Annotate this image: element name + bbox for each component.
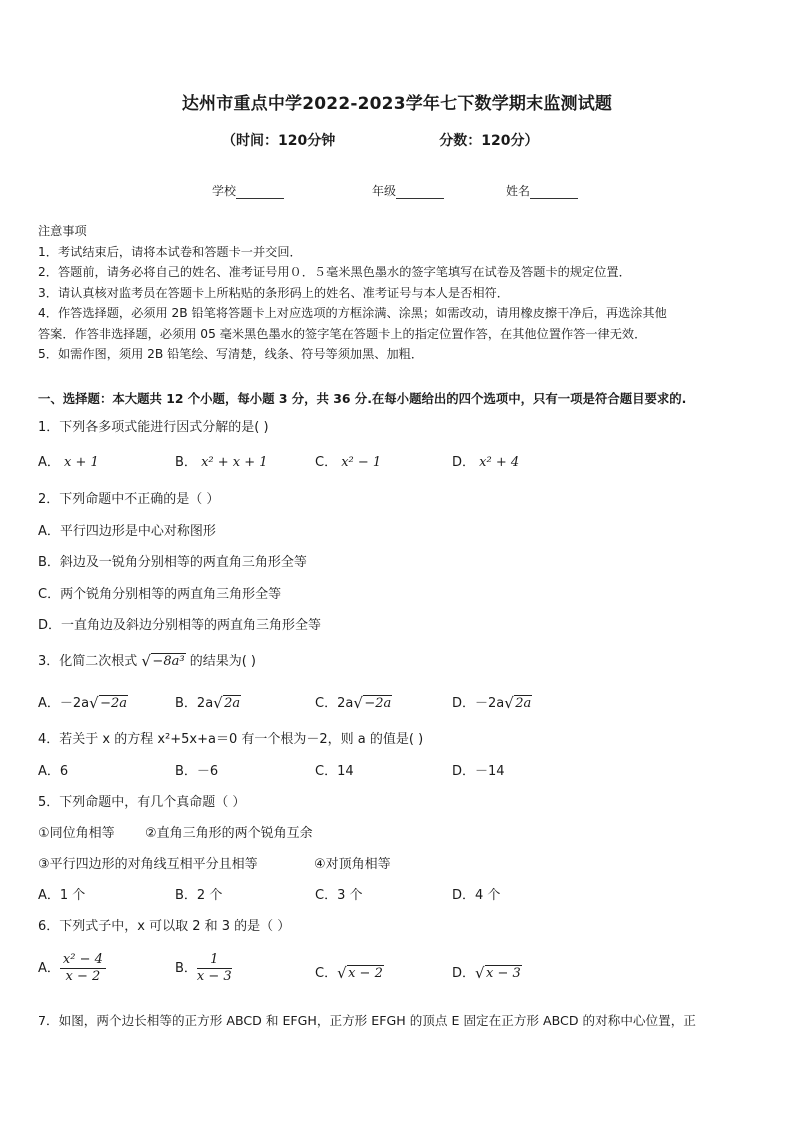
q3-option-d[interactable]: D．－2a√ 2a xyxy=(452,692,532,711)
question-4: 4．若关于 x 的方程 x²+5x+a＝0 有一个根为－2，则 a 的值是( ) xyxy=(38,732,424,747)
note-line: 1．考试结束后，请将本试卷和答题卡一并交回． xyxy=(38,244,302,259)
q3-option-c[interactable]: C．2a√ −2a xyxy=(315,692,392,711)
exam-title: 达州市重点中学2022-2023学年七下数学期末监测试题 xyxy=(181,94,613,114)
q4-option-d[interactable]: D．－14 xyxy=(452,764,505,779)
time-limit: （时间：120分钟 xyxy=(222,133,336,149)
q5-option-c[interactable]: C．3 个 xyxy=(315,888,363,903)
name-label: 姓名 xyxy=(506,184,531,198)
q2-option-b[interactable]: B．斜边及一锐角分别相等的两直角三角形全等 xyxy=(38,555,307,570)
q6-option-d[interactable]: D．√ x − 3 xyxy=(452,962,522,981)
q3-option-a[interactable]: A．－2a√ −2a xyxy=(38,692,128,711)
q1-option-b[interactable]: B． x² + x + 1 xyxy=(175,455,268,470)
note-line: 5．如需作图，须用 2B 铅笔绘、写清楚，线条、符号等须加黑、加粗． xyxy=(38,347,424,361)
instructions xyxy=(38,221,758,365)
school-blank[interactable] xyxy=(236,186,284,199)
q6-option-b[interactable]: B． $\frac{1}{x - 3}$ xyxy=(175,952,232,984)
exam-subtitle xyxy=(222,130,538,150)
question-5: 5．下列命题中，有几个真命题（ ） xyxy=(38,795,246,810)
name-blank[interactable] xyxy=(530,186,578,199)
q1-option-c[interactable]: C． x² − 1 xyxy=(315,455,382,470)
q6-option-c[interactable]: C．√ x − 2 xyxy=(315,962,384,981)
q2-option-c[interactable]: C．两个锐角分别相等的两直角三角形全等 xyxy=(38,587,282,602)
q4-option-b[interactable]: B．－6 xyxy=(175,764,219,779)
question-7: 7．如图，两个边长相等的正方形 ABCD 和 EFGH，正方形 EFGH 的顶点 E 固定在正方形 ABCD 的对称中心位置，正 xyxy=(38,1013,696,1028)
q5-option-b[interactable]: B．2 个 xyxy=(175,888,223,903)
q1-option-d[interactable]: D． x² + 4 xyxy=(452,455,520,470)
q5-option-d[interactable]: D．4 个 xyxy=(452,888,501,903)
q6-option-a[interactable]: A． $\frac{\text{x² − 4}}{x - 2}$ xyxy=(38,952,106,985)
note-line: 2．答题前，请务必将自己的姓名、准考证号用０．５毫米黑色墨水的签字笔填写在试卷及答题卡的规定位置． xyxy=(38,265,631,279)
grade-blank[interactable] xyxy=(396,186,444,199)
q5-statement-3: ③平行四边形的对角线互相平分且相等 xyxy=(38,857,258,872)
q2-option-d[interactable]: D．一直角边及斜边分别相等的两直角三角形全等 xyxy=(38,618,322,633)
school-label: 学校 xyxy=(212,184,237,198)
note-line: 答案．作答非选择题，必须用 05 毫米黑色墨水的签字笔在答题卡上的指定位置作答，在其他位置作答一律无效． xyxy=(38,326,647,341)
note-line: 4．作答选择题，必须用 2B 铅笔将答题卡上对应选项的方框涂满、涂黑；如需改动，请用橡皮擦干净后，再选涂其他 xyxy=(38,306,667,320)
q5-statement-4: ④对顶角相等 xyxy=(314,857,391,872)
grade-label: 年级 xyxy=(372,184,397,198)
notes-heading: 注意事项 xyxy=(38,224,87,238)
q5-statement-1: ①同位角相等 xyxy=(38,826,115,841)
question-3: 3．化简二次根式 √ −8a³ 的结果为( ) xyxy=(38,650,256,669)
grade-field[interactable] xyxy=(372,182,444,199)
q1-option-a[interactable]: A． x + 1 xyxy=(38,455,99,470)
q3-option-b[interactable]: B．2a√ 2a xyxy=(175,692,241,711)
q2-option-a[interactable]: A．平行四边形是中心对称图形 xyxy=(38,524,216,539)
school-field[interactable] xyxy=(212,182,284,199)
note-line: 3．请认真核对监考员在答题卡上所粘贴的条形码上的姓名、准考证号与本人是否相符． xyxy=(38,285,509,300)
q4-option-a[interactable]: A．6 xyxy=(38,764,69,779)
question-6: 6．下列式子中，x 可以取 2 和 3 的是（ ） xyxy=(38,919,291,934)
section-heading: 一、选择题：本大题共 12 个小题，每小题 3 分，共 36 分.在每小题给出的四个选项中，只有一项是符合题目要求的. xyxy=(38,391,687,406)
total-score: 分数：120分） xyxy=(439,133,539,149)
name-field[interactable] xyxy=(506,182,578,199)
q4-option-c[interactable]: C．14 xyxy=(315,764,354,779)
q5-statement-2: ②直角三角形的两个锐角互余 xyxy=(145,826,313,841)
q5-option-a[interactable]: A．1 个 xyxy=(38,888,86,903)
question-1: 1．下列各多项式能进行因式分解的是( ) xyxy=(38,420,269,435)
question-2: 2．下列命题中不正确的是（ ） xyxy=(38,492,220,507)
